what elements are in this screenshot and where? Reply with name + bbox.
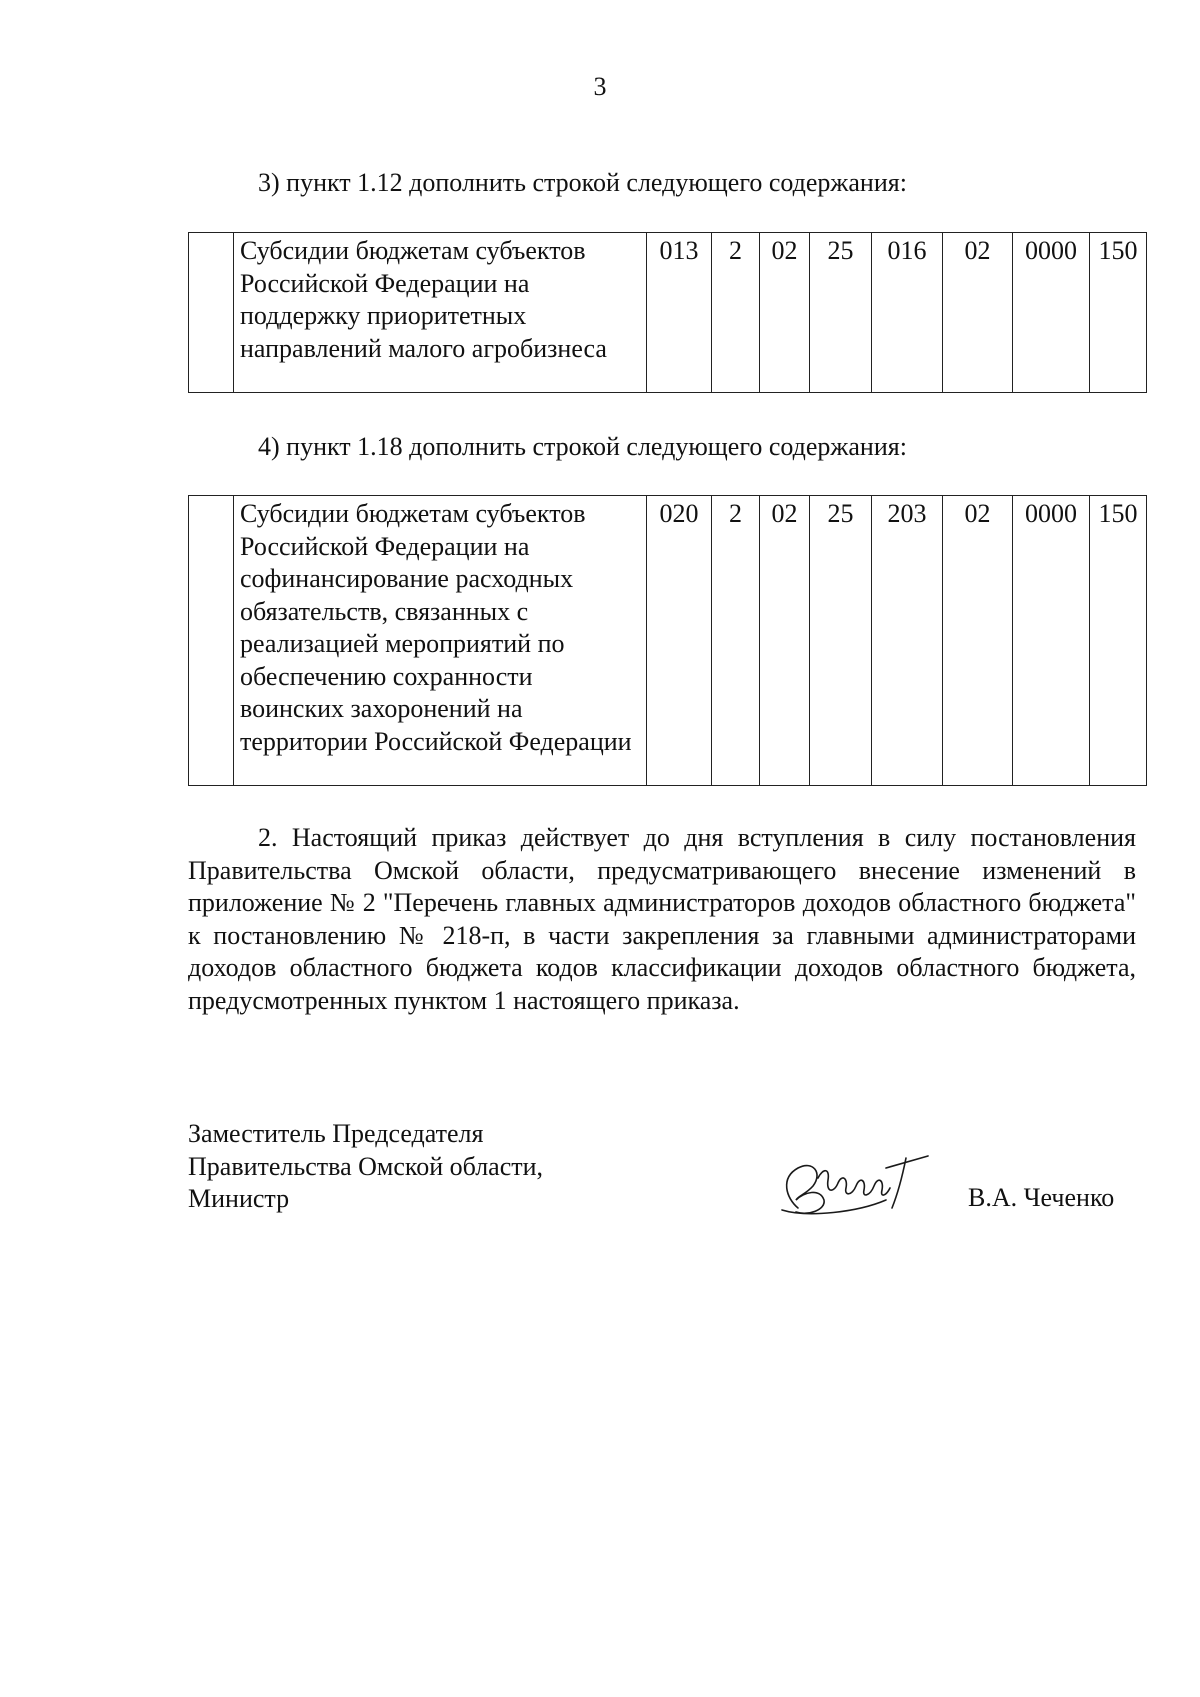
page-number: 3 bbox=[593, 72, 607, 101]
code-cell: 0000 bbox=[1013, 233, 1090, 393]
code-cell: 150 bbox=[1090, 233, 1147, 393]
code-cell: 016 bbox=[872, 233, 943, 393]
table-row bbox=[189, 496, 1147, 786]
clause-2-paragraph: 2. Настоящий приказ действует до дня вступления в силу постановления Правительства Омской области, предусматривающего внесение изменений в приложение № 2 "Перечень главных администраторов доходов областного бюджета" к постановлению № 218-п, в части закрепления за главными администраторами доходов областного бюджета кодов классификации доходов областного бюджета, предусмотренных пунктом 1 настоящего приказа. bbox=[188, 823, 1136, 1015]
signatory-position bbox=[188, 1118, 543, 1216]
empty-number-cell bbox=[189, 496, 234, 786]
code-cell: 25 bbox=[810, 496, 872, 786]
empty-number-cell bbox=[189, 233, 234, 393]
code-cell: 02 bbox=[943, 496, 1013, 786]
table-row bbox=[189, 233, 1147, 393]
codes-table-item-4 bbox=[188, 495, 1147, 786]
code-cell: 02 bbox=[943, 233, 1013, 393]
code-cell: 2 bbox=[712, 233, 760, 393]
signatory-name: В.А. Чеченко bbox=[968, 1183, 1115, 1212]
position-line: Министр bbox=[188, 1184, 290, 1213]
handwritten-signature bbox=[768, 1138, 938, 1228]
code-cell: 150 bbox=[1090, 496, 1147, 786]
income-name-cell: Субсидии бюджетам субъектов Российской Федерации на софинансирование расходных обязательств, связанных с реализацией мероприятий по обеспечению сохранности воинских захоронений на территории Российской Федерации bbox=[234, 496, 647, 786]
item-3-heading: 3) пункт 1.12 дополнить строкой следующего содержания: bbox=[258, 168, 907, 197]
code-cell: 25 bbox=[810, 233, 872, 393]
code-cell: 0000 bbox=[1013, 496, 1090, 786]
code-cell: 203 bbox=[872, 496, 943, 786]
code-cell: 02 bbox=[760, 233, 810, 393]
position-line: Правительства Омской области, bbox=[188, 1151, 544, 1181]
codes-table-item-3 bbox=[188, 232, 1147, 393]
code-cell: 02 bbox=[760, 496, 810, 786]
code-cell: 013 bbox=[647, 233, 712, 393]
item-4-heading: 4) пункт 1.18 дополнить строкой следующего содержания: bbox=[258, 432, 907, 461]
code-cell: 2 bbox=[712, 496, 760, 786]
code-cell: 020 bbox=[647, 496, 712, 786]
position-line: Заместитель Председателя bbox=[188, 1119, 484, 1148]
income-name-cell: Субсидии бюджетам субъектов Российской Федерации на поддержку приоритетных направлений малого агробизнеса bbox=[234, 233, 647, 393]
